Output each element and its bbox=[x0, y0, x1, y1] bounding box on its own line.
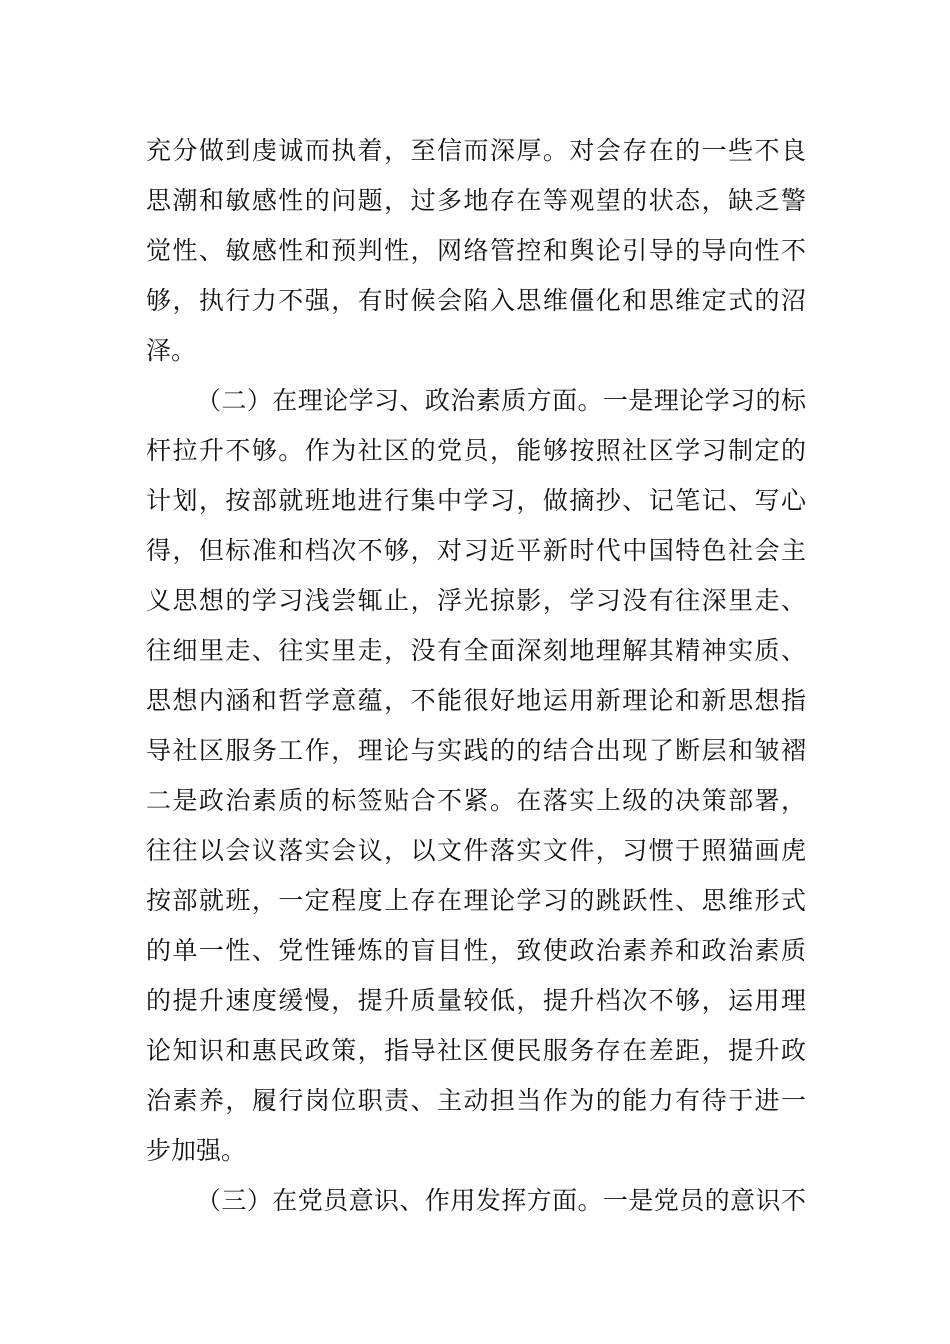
text-line: 论知识和惠民政策，指导社区便民服务存在差距，提升政 bbox=[146, 1036, 806, 1065]
text-line: 觉性、敏感性和预判性，网络管控和舆论引导的导向性不 bbox=[146, 236, 806, 265]
text-line: 往往以会议落实会议，以文件落实文件，习惯于照猫画虎 bbox=[146, 836, 806, 865]
text-line: 步加强。 bbox=[146, 1136, 247, 1165]
text-line: 杆拉升不够。作为社区的党员，能够按照社区学习制定的 bbox=[146, 436, 806, 465]
text-line: 导社区服务工作，理论与实践的的结合出现了断层和皱褶 bbox=[146, 736, 806, 765]
text-line: 够，执行力不强，有时候会陷入思维僵化和思维定式的沼 bbox=[146, 286, 806, 315]
text-line: 的提升速度缓慢，提升质量较低，提升档次不够，运用理 bbox=[146, 986, 806, 1015]
text-line: 按部就班，一定程度上存在理论学习的跳跃性、思维形式 bbox=[146, 886, 806, 915]
paragraph-heading-line: （三）在党员意识、作用发挥方面。一是党员的意识不 bbox=[196, 1186, 806, 1215]
text-line: 计划，按部就班地进行集中学习，做摘抄、记笔记、写心 bbox=[146, 486, 806, 515]
text-line: 泽。 bbox=[146, 336, 197, 365]
text-line: 的单一性、党性锤炼的盲目性，致使政治素养和政治素质 bbox=[146, 936, 806, 965]
paragraph-heading-line: （二）在理论学习、政治素质方面。一是理论学习的标 bbox=[196, 386, 806, 415]
text-line: 充分做到虔诚而执着，至信而深厚。对会存在的一些不良 bbox=[146, 136, 806, 165]
text-line: 治素养，履行岗位职责、主动担当作为的能力有待于进一 bbox=[146, 1086, 806, 1115]
text-line: 得，但标准和档次不够，对习近平新时代中国特色社会主 bbox=[146, 536, 806, 565]
text-line: 思想内涵和哲学意蕴，不能很好地运用新理论和新思想指 bbox=[146, 686, 806, 715]
text-line: 义思想的学习浅尝辄止，浮光掠影，学习没有往深里走、 bbox=[146, 586, 806, 615]
text-line: 二是政治素质的标签贴合不紧。在落实上级的决策部署， bbox=[146, 786, 806, 815]
text-line: 往细里走、往实里走，没有全面深刻地理解其精神实质、 bbox=[146, 636, 806, 665]
text-line: 思潮和敏感性的问题，过多地存在等观望的状态，缺乏警 bbox=[146, 186, 806, 215]
